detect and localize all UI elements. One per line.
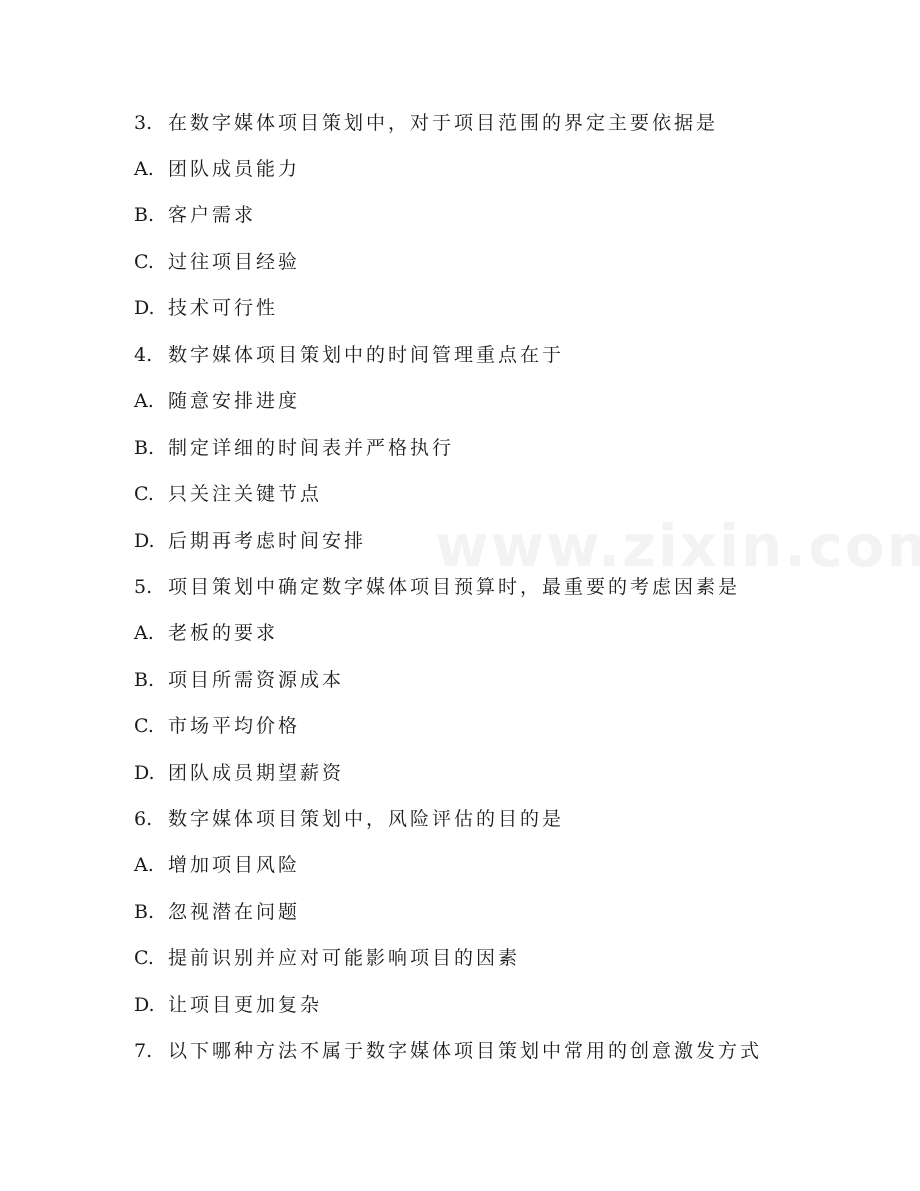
question-5-option-d — [134, 758, 344, 788]
question-6-stem — [134, 804, 564, 834]
option-letter: A. — [134, 854, 154, 876]
question-number: 7. — [134, 1040, 153, 1062]
option-text: 让项目更加复杂 — [168, 994, 323, 1016]
question-number: 4. — [134, 344, 153, 366]
option-text: 市场平均价格 — [168, 715, 301, 737]
option-text: 项目所需资源成本 — [168, 669, 345, 691]
option-text: 客户需求 — [168, 204, 257, 226]
option-letter: D. — [134, 297, 155, 319]
option-text: 制定详细的时间表并严格执行 — [168, 437, 455, 459]
option-letter: B. — [134, 901, 155, 923]
question-5-stem — [134, 572, 740, 602]
watermark — [435, 512, 920, 580]
option-text: 忽视潜在问题 — [168, 901, 301, 923]
question-4-option-c — [134, 479, 322, 509]
question-6-option-c — [134, 943, 520, 973]
option-letter: A. — [134, 158, 154, 180]
question-3-option-c — [134, 247, 300, 277]
option-letter: B. — [134, 204, 155, 226]
option-letter: C. — [134, 947, 154, 969]
question-4-option-a — [134, 386, 300, 416]
option-letter: C. — [134, 483, 154, 505]
question-4-option-b — [134, 433, 454, 463]
question-3-option-b — [134, 200, 256, 230]
option-text: 技术可行性 — [168, 297, 279, 319]
option-letter: C. — [134, 715, 154, 737]
question-6-option-a — [134, 850, 300, 880]
option-text: 提前识别并应对可能影响项目的因素 — [168, 947, 521, 969]
option-letter: B. — [134, 437, 155, 459]
question-5-option-b — [134, 665, 344, 695]
question-7-stem — [134, 1036, 762, 1066]
question-number: 3. — [134, 112, 153, 134]
option-text: 老板的要求 — [168, 622, 279, 644]
option-text: 后期再考虑时间安排 — [168, 530, 367, 552]
option-text: 过往项目经验 — [168, 251, 301, 273]
question-6-option-d — [134, 990, 322, 1020]
question-6-option-b — [134, 897, 300, 927]
question-3-option-d — [134, 293, 278, 323]
question-number: 6. — [134, 808, 153, 830]
question-3-stem — [134, 108, 718, 138]
option-text: 团队成员期望薪资 — [168, 762, 345, 784]
question-text: 以下哪种方法不属于数字媒体项目策划中常用的创意激发方式 — [168, 1040, 763, 1062]
option-letter: A. — [134, 622, 154, 644]
option-letter: D. — [134, 994, 155, 1016]
question-3-option-a — [134, 154, 300, 184]
question-5-option-c — [134, 711, 300, 741]
option-text: 团队成员能力 — [168, 158, 301, 180]
option-letter: C. — [134, 251, 154, 273]
question-text: 在数字媒体项目策划中，对于项目范围的界定主要依据是 — [168, 112, 719, 134]
option-text: 随意安排进度 — [168, 390, 301, 412]
question-5-option-a — [134, 618, 278, 648]
question-text: 项目策划中确定数字媒体项目预算时，最重要的考虑因素是 — [168, 576, 741, 598]
option-text: 增加项目风险 — [168, 854, 301, 876]
question-4-stem — [134, 340, 564, 370]
option-letter: D. — [134, 530, 155, 552]
option-letter: A. — [134, 390, 154, 412]
option-letter: B. — [134, 669, 155, 691]
option-letter: D. — [134, 762, 155, 784]
question-text: 数字媒体项目策划中的时间管理重点在于 — [168, 344, 565, 366]
question-4-option-d — [134, 526, 366, 556]
question-number: 5. — [134, 576, 153, 598]
option-text: 只关注关键节点 — [168, 483, 323, 505]
question-text: 数字媒体项目策划中，风险评估的目的是 — [168, 808, 565, 830]
